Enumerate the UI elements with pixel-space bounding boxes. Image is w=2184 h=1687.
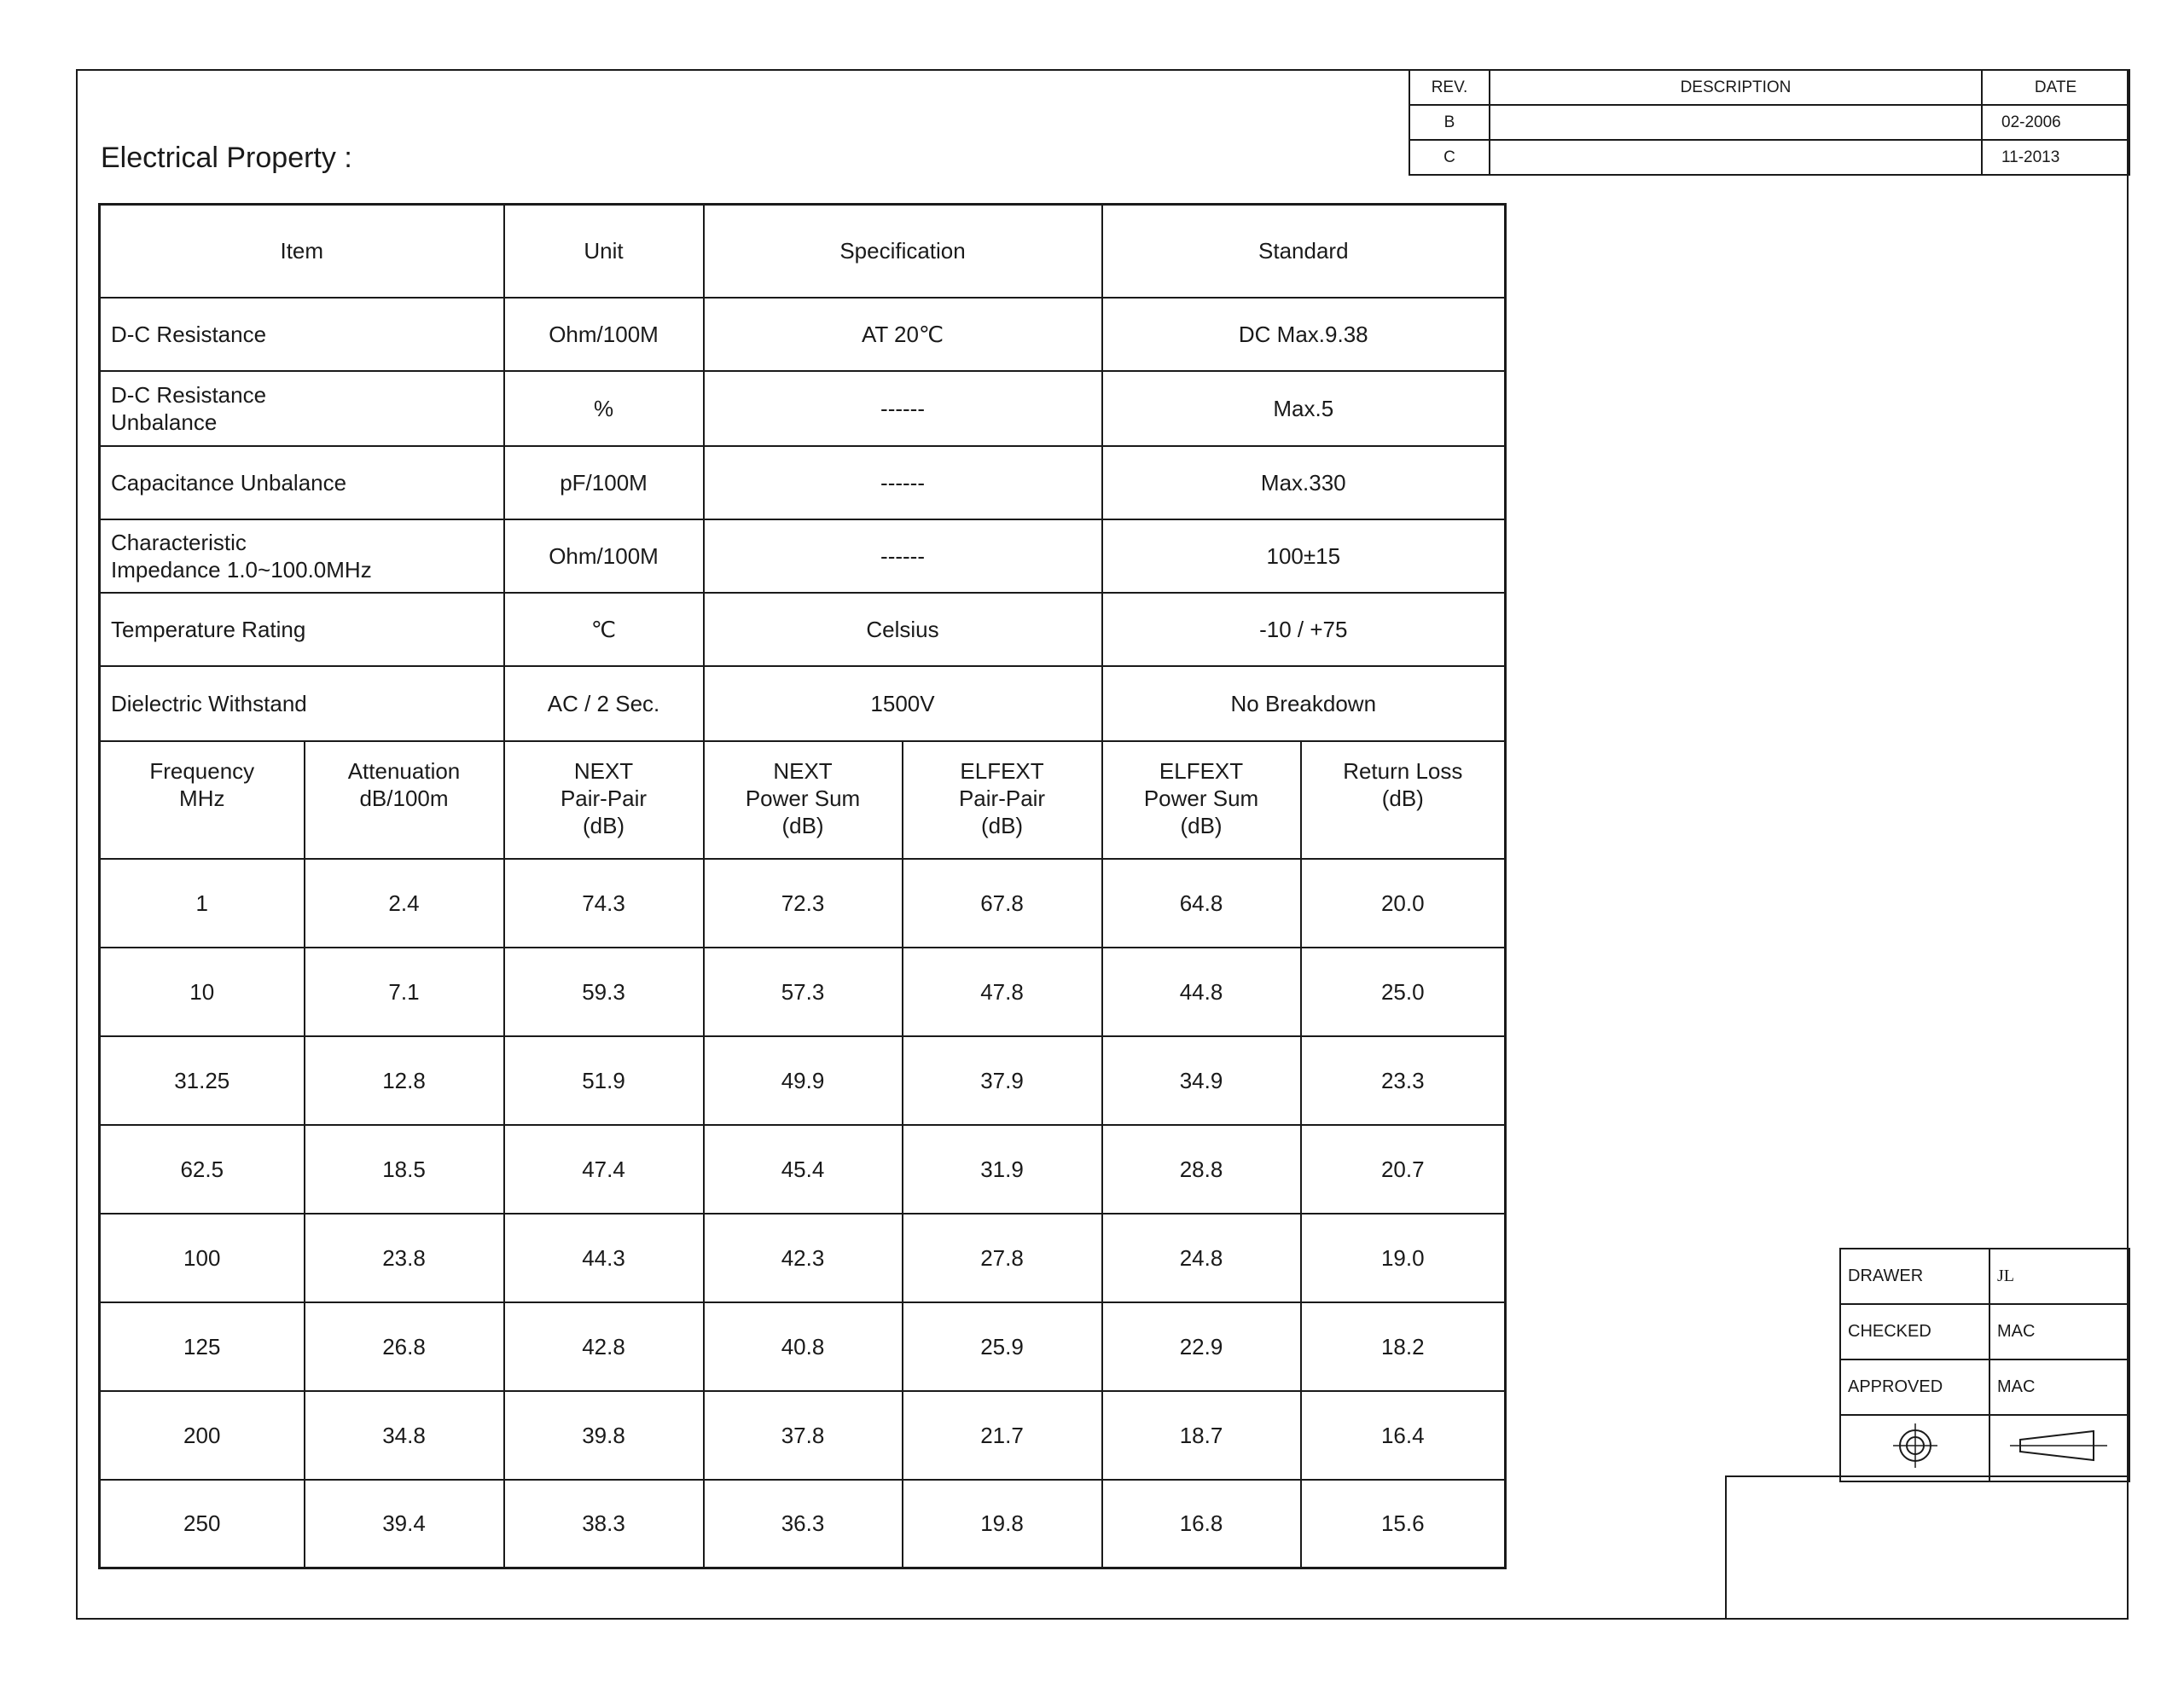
signoff-row [1840,1359,2129,1415]
property-spec: Celsius [704,593,1102,666]
property-unit: Ohm/100M [504,298,704,371]
header-standard: Standard [1102,205,1506,298]
signoff-row [1840,1304,2129,1359]
property-unit: AC / 2 Sec. [504,666,704,741]
property-header-row [100,205,1506,298]
property-spec: AT 20℃ [704,298,1102,371]
property-unit: ℃ [504,593,704,666]
signoff-label: DRAWER [1840,1249,1989,1304]
property-standard: DC Max.9.38 [1102,298,1506,371]
cell-next-power-sum: 72.3 [704,859,903,948]
header-elfext-power-sum: ELFEXT Power Sum (dB) [1102,741,1301,859]
cell-elfext-pair: 47.8 [903,948,1102,1036]
cell-frequency: 200 [100,1391,305,1480]
cell-elfext-pair: 37.9 [903,1036,1102,1125]
cell-attenuation: 34.8 [305,1391,504,1480]
revision-description [1490,105,1982,140]
cell-next-power-sum: 37.8 [704,1391,903,1480]
cell-next-pair: 39.8 [504,1391,704,1480]
revision-date: 11-2013 [1982,140,2129,175]
header-next-pair: NEXT Pair-Pair (dB) [504,741,704,859]
revision-date: 02-2006 [1982,105,2129,140]
property-item: D-C Resistance [100,298,504,371]
cell-return-loss: 20.0 [1301,859,1506,948]
first-angle-projection-cone-icon [1989,1415,2129,1481]
frequency-row [100,859,1506,948]
header-return-loss: Return Loss (dB) [1301,741,1506,859]
property-spec: ------ [704,519,1102,593]
title-block-blank [1725,1475,2129,1620]
header-item: Item [100,205,504,298]
cell-frequency: 10 [100,948,305,1036]
frequency-row [100,1480,1506,1568]
signoff-value: MAC [1989,1359,2129,1415]
cell-frequency: 62.5 [100,1125,305,1214]
property-row [100,371,1506,446]
cell-attenuation: 7.1 [305,948,504,1036]
cell-frequency: 100 [100,1214,305,1302]
property-standard: 100±15 [1102,519,1506,593]
cell-next-pair: 44.3 [504,1214,704,1302]
revision-header-date: DATE [1982,70,2129,105]
property-spec: ------ [704,446,1102,519]
revision-row [1409,140,2129,175]
property-row [100,593,1506,666]
cell-elfext-power-sum: 64.8 [1102,859,1301,948]
cell-return-loss: 16.4 [1301,1391,1506,1480]
property-item: D-C Resistance Unbalance [100,371,504,446]
projection-symbol-row [1840,1415,2129,1481]
cell-next-pair: 38.3 [504,1480,704,1568]
revision-header-description: DESCRIPTION [1490,70,1982,105]
header-unit: Unit [504,205,704,298]
cell-elfext-pair: 21.7 [903,1391,1102,1480]
property-standard: -10 / +75 [1102,593,1506,666]
frequency-row [100,1214,1506,1302]
property-row [100,666,1506,741]
frequency-row [100,1302,1506,1391]
signoff-value: JL [1989,1249,2129,1304]
property-standard: Max.5 [1102,371,1506,446]
revision-rev: C [1409,140,1490,175]
revision-row [1409,105,2129,140]
revision-description [1490,140,1982,175]
cell-elfext-pair: 31.9 [903,1125,1102,1214]
property-row [100,446,1506,519]
header-specification: Specification [704,205,1102,298]
cell-next-pair: 51.9 [504,1036,704,1125]
property-row [100,519,1506,593]
cell-return-loss: 19.0 [1301,1214,1506,1302]
cell-next-pair: 59.3 [504,948,704,1036]
property-item: Dielectric Withstand [100,666,504,741]
cell-elfext-power-sum: 22.9 [1102,1302,1301,1391]
revision-rev: B [1409,105,1490,140]
frequency-row [100,948,1506,1036]
first-angle-projection-circle-icon [1840,1415,1989,1481]
property-spec: 1500V [704,666,1102,741]
cell-frequency: 250 [100,1480,305,1568]
header-elfext-pair: ELFEXT Pair-Pair (dB) [903,741,1102,859]
cell-return-loss: 15.6 [1301,1480,1506,1568]
cell-frequency: 31.25 [100,1036,305,1125]
cell-elfext-power-sum: 44.8 [1102,948,1301,1036]
revision-header-row [1409,70,2129,105]
header-attenuation: Attenuation dB/100m [305,741,504,859]
cell-elfext-power-sum: 16.8 [1102,1480,1301,1568]
revision-table [1409,69,2130,176]
cell-next-power-sum: 36.3 [704,1480,903,1568]
cell-return-loss: 18.2 [1301,1302,1506,1391]
cell-attenuation: 12.8 [305,1036,504,1125]
cell-frequency: 125 [100,1302,305,1391]
cell-elfext-power-sum: 24.8 [1102,1214,1301,1302]
property-item: Characteristic Impedance 1.0~100.0MHz [100,519,504,593]
signoff-label: CHECKED [1840,1304,1989,1359]
cell-next-pair: 42.8 [504,1302,704,1391]
revision-header-rev: REV. [1409,70,1490,105]
header-next-power-sum: NEXT Power Sum (dB) [704,741,903,859]
cell-return-loss: 23.3 [1301,1036,1506,1125]
property-item: Capacitance Unbalance [100,446,504,519]
frequency-row [100,1391,1506,1480]
cell-return-loss: 20.7 [1301,1125,1506,1214]
header-frequency: Frequency MHz [100,741,305,859]
property-spec: ------ [704,371,1102,446]
cell-next-pair: 47.4 [504,1125,704,1214]
cell-elfext-pair: 25.9 [903,1302,1102,1391]
property-standard: No Breakdown [1102,666,1506,741]
property-item: Temperature Rating [100,593,504,666]
property-row [100,298,1506,371]
cell-attenuation: 39.4 [305,1480,504,1568]
cell-frequency: 1 [100,859,305,948]
cell-elfext-pair: 67.8 [903,859,1102,948]
frequency-row [100,1036,1506,1125]
cell-attenuation: 23.8 [305,1214,504,1302]
cell-elfext-pair: 27.8 [903,1214,1102,1302]
signoff-value: MAC [1989,1304,2129,1359]
cell-attenuation: 18.5 [305,1125,504,1214]
property-unit: Ohm/100M [504,519,704,593]
frequency-row [100,1125,1506,1214]
cell-attenuation: 2.4 [305,859,504,948]
cell-next-power-sum: 45.4 [704,1125,903,1214]
cell-elfext-power-sum: 18.7 [1102,1391,1301,1480]
cell-next-power-sum: 42.3 [704,1214,903,1302]
cell-elfext-power-sum: 34.9 [1102,1036,1301,1125]
signoff-row [1840,1249,2129,1304]
property-unit: pF/100M [504,446,704,519]
property-standard: Max.330 [1102,446,1506,519]
cell-elfext-power-sum: 28.8 [1102,1125,1301,1214]
electrical-property-table [98,203,1507,1569]
cell-attenuation: 26.8 [305,1302,504,1391]
cell-return-loss: 25.0 [1301,948,1506,1036]
cell-next-power-sum: 57.3 [704,948,903,1036]
property-unit: % [504,371,704,446]
cell-next-power-sum: 49.9 [704,1036,903,1125]
frequency-header-row [100,741,1506,859]
signoff-label: APPROVED [1840,1359,1989,1415]
signoff-table [1839,1248,2130,1482]
page-title: Electrical Property : [101,142,352,174]
cell-next-power-sum: 40.8 [704,1302,903,1391]
cell-elfext-pair: 19.8 [903,1480,1102,1568]
cell-next-pair: 74.3 [504,859,704,948]
